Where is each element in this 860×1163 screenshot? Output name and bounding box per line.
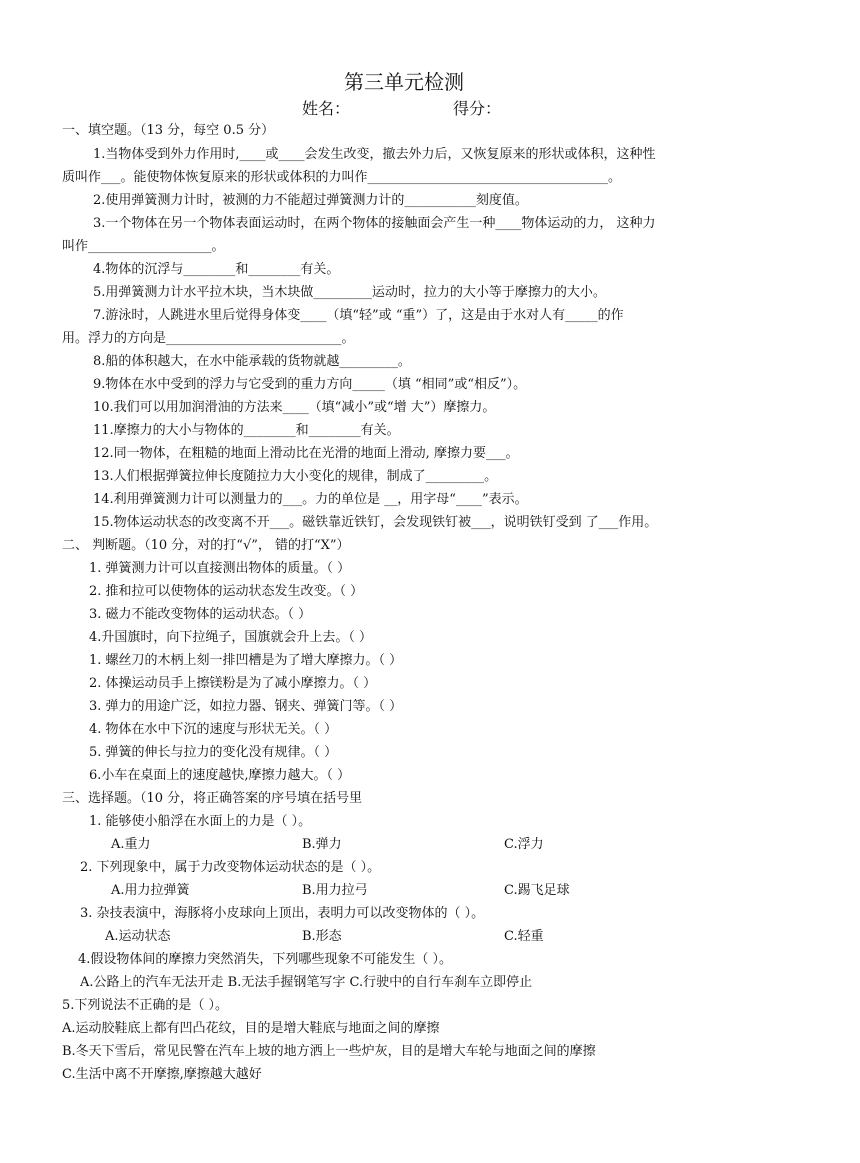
- score-label: 得分：: [453, 99, 502, 118]
- choice-option-c: C.踢飞足球: [504, 883, 570, 898]
- fill-question-line: 2.使用弹簧测力计时，被测的力不能超过弹簧测力计的___________刻度值。: [93, 193, 528, 208]
- judge-question: 2. 体操运动员手上擦镁粉是为了减小摩擦力。（ ）: [89, 676, 377, 691]
- judge-question: 3. 磁力不能改变物体的运动状态。（ ）: [89, 607, 312, 622]
- choice-option-c: C.轻重: [504, 929, 544, 944]
- judge-question: 1. 螺丝刀的木柄上刻一排凹槽是为了增大摩擦力。（ ）: [89, 653, 403, 668]
- choice-option-b: B.弹力: [302, 837, 342, 852]
- fill-question-line: 3.一个物体在另一个物体表面运动时，在两个物体的接触面会产生一种____物体运动的力， 这种力: [93, 216, 656, 231]
- fill-question-line: 13.人们根据弹簧拉伸长度随拉力大小变化的规律，制成了_________。: [93, 469, 498, 484]
- fill-question-line: 7.游泳时，人跳进水里后觉得身体变____（填“轻”或 “重”）了，这是由于水对人有_____的作: [93, 308, 624, 323]
- fill-question-line: 10.我们可以用加润滑油的方法来____（填“减小”或“增 大”）摩擦力。: [93, 400, 496, 415]
- fill-question-line: 9.物体在水中受到的浮力与它受到的重力方向_____（填 “相同”或“相反”）。: [93, 377, 527, 392]
- choice-option-c: C.浮力: [504, 837, 544, 852]
- judge-question: 4. 物体在水中下沉的速度与形状无关。（ ）: [89, 722, 338, 737]
- choice-option-a: A.重力: [111, 837, 151, 852]
- judge-question: 6.小车在桌面上的速度越快,摩擦力越大。（ ）: [89, 768, 351, 783]
- choice-option-a: A.运动胶鞋底上都有凹凸花纹，目的是增大鞋底与地面之间的摩擦: [62, 1021, 440, 1036]
- fill-question-line: 1.当物体受到外力作用时,____或____会发生改变，撤去外力后，又恢复原来的形状或体积，这种性: [93, 147, 656, 162]
- page-title: 第三单元检测: [344, 70, 464, 94]
- fill-question-line: 用。浮力的方向是___________________________。: [62, 331, 355, 346]
- fill-question-line: 质叫作___。能使物体恢复原来的形状或体积的力叫作_____________________________________。: [62, 170, 622, 185]
- judge-question: 3. 弹力的用途广泛，如拉力器、钢夹、弹簧门等。（ ）: [89, 699, 403, 714]
- fill-question-line: 15.物体运动状态的改变离不开___。磁铁靠近铁钉，会发现铁钉被___，说明铁钉受到 了___作用。: [93, 515, 658, 530]
- choice-options-inline: A.公路上的汽车无法开走 B.无法手握钢笔写字 C.行驶中的自行车刹车立即停止: [80, 975, 533, 990]
- judge-question: 2. 推和拉可以使物体的运动状态发生改变。（ ）: [89, 584, 364, 599]
- choice-option-a: A.用力拉弹簧: [111, 883, 190, 898]
- choice-question-stem: 1. 能够使小船浮在水面上的力是（ ）。: [89, 814, 312, 829]
- fill-question-line: 11.摩擦力的大小与物体的________和________有关。: [93, 423, 400, 438]
- choice-question-stem: 5.下列说法不正确的是（ ）。: [62, 998, 229, 1013]
- choice-option-c: C.生活中离不开摩擦,摩擦越大越好: [62, 1067, 262, 1082]
- fill-question-line: 12.同一物体，在粗糙的地面上滑动比在光滑的地面上滑动, 摩擦力要___。: [93, 446, 519, 461]
- name-label: 姓名：: [302, 99, 351, 118]
- fill-question-line: 8.船的体积越大，在水中能承载的货物就越_________。: [93, 354, 411, 369]
- choice-option-a: A.运动状态: [105, 929, 171, 944]
- choice-section-header: 三、选择题。（10 分，将正确答案的序号填在括号里: [62, 791, 363, 806]
- choice-option-b: B.冬天下雪后，常见民警在汽车上坡的地方洒上一些炉灰，目的是增大车轮与地面之间的摩擦: [62, 1044, 596, 1059]
- choice-question-stem: 4.假设物体间的摩擦力突然消失，下列哪些现象不可能发生（ ）。: [78, 952, 453, 967]
- judge-section-header: 二、 判断题。（10 分，对的打“√”， 错的打“X”）: [62, 538, 350, 553]
- judge-question: 5. 弹簧的伸长与拉力的变化没有规律。（ ）: [89, 745, 338, 760]
- fill-section-header: 一、填空题。（13 分，每空 0.5 分）: [62, 123, 275, 138]
- fill-question-line: 叫作___________________。: [62, 239, 225, 254]
- fill-question-line: 4.物体的沉浮与________和________有关。: [93, 262, 340, 277]
- fill-question-line: 14.利用弹簧测力计可以测量力的___。力的单位是 __，用字母“____”表示。: [93, 492, 528, 507]
- judge-question: 4.升国旗时，向下拉绳子，国旗就会升上去。（ ）: [89, 630, 373, 645]
- choice-option-b: B.形态: [302, 929, 342, 944]
- choice-question-stem: 3. 杂技表演中，海豚将小皮球向上顶出，表明力可以改变物体的（ ）。: [80, 906, 485, 921]
- judge-question: 1. 弹簧测力计可以直接测出物体的质量。（ ）: [89, 561, 351, 576]
- choice-question-stem: 2. 下列现象中，属于力改变物体运动状态的是（ ）。: [80, 860, 381, 875]
- fill-question-line: 5.用弹簧测力计水平拉木块，当木块做_________运动时，拉力的大小等于摩擦力的大小。: [93, 285, 606, 300]
- choice-option-b: B.用力拉弓: [302, 883, 368, 898]
